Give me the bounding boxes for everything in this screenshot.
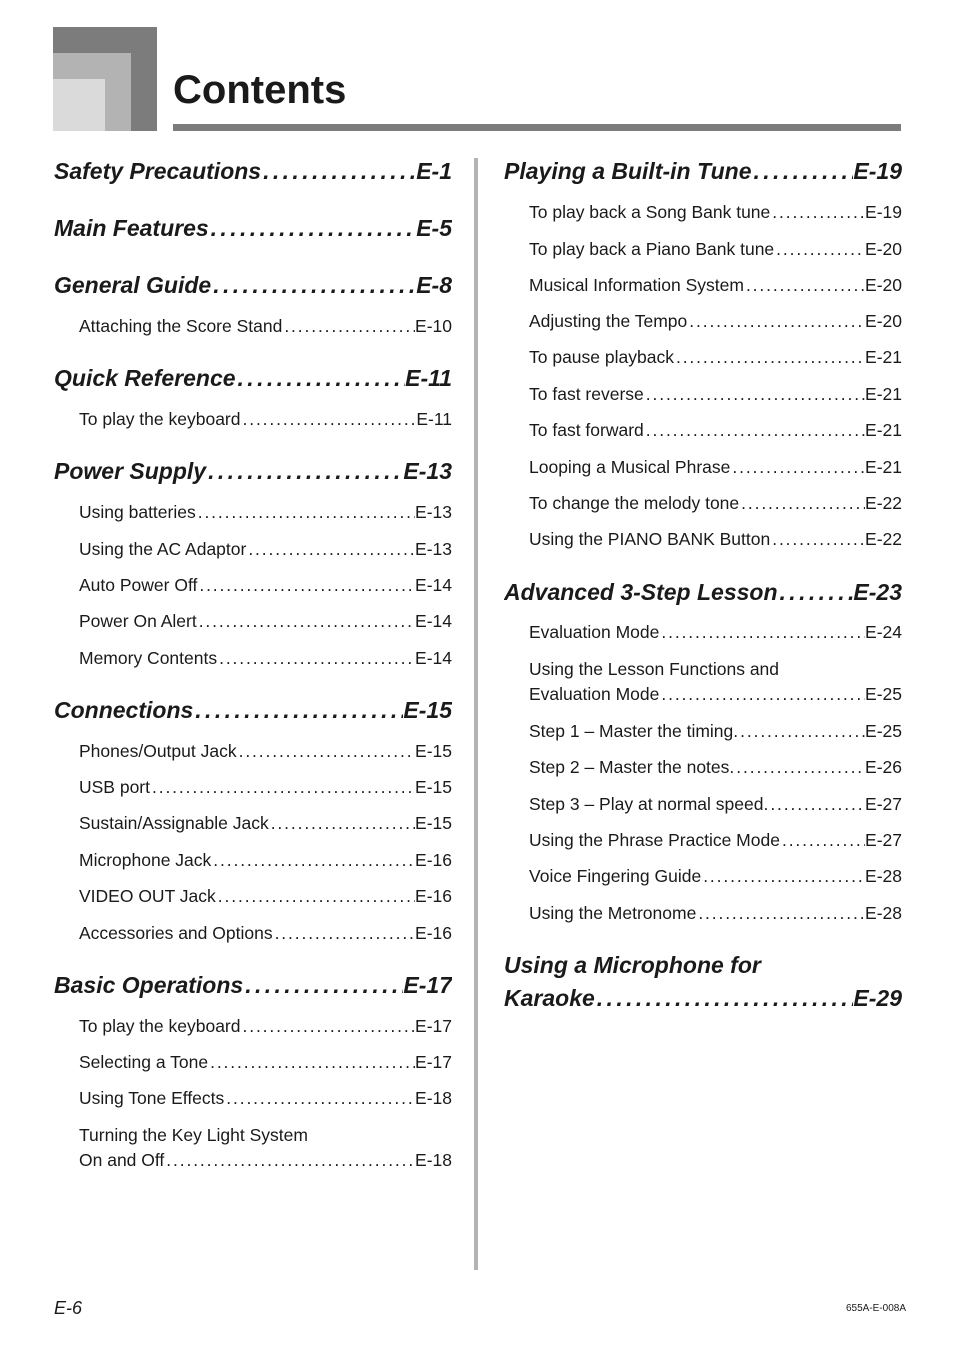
- leader-dots: [164, 1148, 415, 1172]
- toc-page-number: E-23: [853, 579, 902, 605]
- toc-page-number: E-5: [416, 215, 452, 241]
- toc-page-number: E-24: [865, 622, 902, 642]
- toc-entry-label: Microphone Jack: [79, 850, 212, 870]
- toc-entry-label: To fast reverse: [529, 384, 644, 404]
- leader-dots: [770, 527, 865, 551]
- toc-page-number: E-19: [853, 158, 902, 184]
- toc-page-number: E-21: [865, 457, 902, 477]
- toc-entry-label: To play back a Song Bank tune: [529, 202, 771, 222]
- toc-page-number: E-16: [415, 850, 452, 870]
- toc-entry-lesson-functions[interactable]: [529, 682, 902, 706]
- toc-entry-label: Step 2 – Master the notes.: [529, 757, 735, 777]
- toc-entry-label: Using Tone Effects: [79, 1088, 225, 1108]
- toc-page-number: E-16: [415, 923, 452, 943]
- leader-dots: [217, 646, 415, 670]
- toc-page-number: E-19: [865, 202, 902, 222]
- toc-page-number: E-22: [865, 493, 902, 513]
- toc-entry-label: USB port: [79, 777, 150, 797]
- toc-entry-label: Selecting a Tone: [79, 1052, 209, 1072]
- toc-entry-fast-forward[interactable]: [529, 418, 902, 442]
- toc-page-number: E-18: [415, 1150, 452, 1170]
- toc-entry-accessories-options[interactable]: [79, 921, 452, 945]
- toc-entry-label: Safety Precautions: [54, 158, 262, 184]
- toc-entry-microphone-jack[interactable]: [79, 848, 452, 872]
- toc-entry-label: To play the keyboard: [79, 1016, 241, 1036]
- leader-dots: [768, 792, 865, 816]
- toc-entry-label: Playing a Built-in Tune: [504, 158, 752, 184]
- toc-entry-label: Quick Reference: [54, 365, 236, 391]
- leader-dots: [150, 775, 415, 799]
- toc-page-number: E-15: [415, 741, 452, 761]
- toc-entry-label: Step 1 – Master the timing.: [529, 721, 739, 741]
- leader-dots: [246, 537, 415, 561]
- toc-entry-label: Adjusting the Tempo: [529, 311, 688, 331]
- toc-entry-label: Basic Operations: [54, 972, 244, 998]
- toc-entry-song-bank[interactable]: [529, 200, 902, 224]
- leader-dots: [774, 237, 865, 261]
- toc-page-number: E-20: [865, 275, 902, 295]
- toc-entry-label: Power On Alert: [79, 611, 197, 631]
- toc-entry-sustain-jack[interactable]: [79, 811, 452, 835]
- toc-entry-label: Attaching the Score Stand: [79, 316, 283, 336]
- leader-dots: [241, 1014, 416, 1038]
- toc-entry-voice-fingering[interactable]: [529, 864, 902, 888]
- leader-dots: [224, 1086, 415, 1110]
- toc-page-number: E-14: [415, 575, 452, 595]
- toc-entry-label: Main Features: [54, 215, 209, 241]
- footer-page-number: E-6: [54, 1298, 83, 1318]
- toc-page-number: E-13: [415, 502, 452, 522]
- toc-entry-label: Auto Power Off: [79, 575, 198, 595]
- toc-entry-label: Looping a Musical Phrase: [529, 457, 731, 477]
- toc-section-playing-built-in-tune[interactable]: [504, 156, 902, 186]
- leader-dots: [197, 609, 415, 633]
- toc-entry-fast-reverse[interactable]: [529, 382, 902, 406]
- toc-entry-selecting-tone[interactable]: [79, 1050, 452, 1074]
- leader-dots: [208, 1050, 415, 1074]
- toc-page-number: E-22: [865, 529, 902, 549]
- toc-entry-key-light[interactable]: [79, 1148, 452, 1172]
- leader-dots: [282, 314, 415, 338]
- leader-dots: [674, 345, 865, 369]
- toc-page-number: E-14: [415, 648, 452, 668]
- toc-entry-label: To fast forward: [529, 420, 644, 440]
- toc-entry-using-batteries[interactable]: [79, 500, 452, 524]
- toc-entry-piano-bank[interactable]: [529, 237, 902, 261]
- toc-entry-label: Step 3 – Play at normal speed.: [529, 794, 769, 814]
- toc-entry-usb-port[interactable]: [79, 775, 452, 799]
- toc-entry-key-light-line1[interactable]: Turning the Key Light System: [79, 1125, 308, 1145]
- toc-entry-lesson-functions-line1[interactable]: Using the Lesson Functions and: [529, 659, 780, 679]
- toc-entry-label: Memory Contents: [79, 648, 218, 668]
- toc-page-number: E-25: [865, 684, 902, 704]
- leader-dots: [644, 382, 865, 406]
- toc-page-number: E-27: [865, 794, 902, 814]
- toc-page-number: E-1: [416, 158, 452, 184]
- toc-entry-evaluation-mode[interactable]: [529, 620, 902, 644]
- toc-section-advanced-lesson[interactable]: [504, 577, 902, 607]
- leader-dots: [701, 864, 865, 888]
- toc-entry-power-on-alert[interactable]: [79, 609, 452, 633]
- toc-entry-label: Karaoke: [504, 985, 595, 1011]
- leader-dots: [237, 739, 415, 763]
- toc-entry-label: To play the keyboard: [79, 409, 241, 429]
- toc-entry-label: Evaluation Mode: [529, 684, 660, 704]
- toc-entry-metronome[interactable]: [529, 901, 902, 925]
- toc-entry-step-3[interactable]: [529, 792, 902, 816]
- leader-dots: [236, 363, 406, 393]
- leader-dots: [216, 884, 415, 908]
- toc-page-number: E-11: [416, 409, 452, 429]
- toc-entry-label: Evaluation Mode: [529, 622, 660, 642]
- toc-entry-label: To play back a Piano Bank tune: [529, 239, 775, 259]
- toc-entry-label: Advanced 3-Step Lesson: [504, 579, 778, 605]
- leader-dots: [659, 620, 865, 644]
- leader-dots: [687, 309, 865, 333]
- leader-dots: [738, 719, 865, 743]
- toc-entry-memory-contents[interactable]: [79, 646, 452, 670]
- toc-entry-label: Using the AC Adaptor: [79, 539, 247, 559]
- leader-dots: [269, 811, 415, 835]
- leader-dots: [206, 456, 403, 486]
- toc-entry-play-keyboard-2[interactable]: [79, 1014, 452, 1038]
- toc-page-number: E-28: [865, 903, 902, 923]
- leader-dots: [780, 828, 865, 852]
- toc-entry-label: Using the Metronome: [529, 903, 697, 923]
- toc-entry-video-out-jack[interactable]: [79, 884, 452, 908]
- toc-entry-change-melody-tone[interactable]: [529, 491, 902, 515]
- toc-page-number: E-11: [405, 365, 452, 391]
- page-title: Contents: [173, 68, 347, 112]
- leader-dots: [196, 500, 415, 524]
- toc-entry-phrase-practice[interactable]: [529, 828, 902, 852]
- title-rule: [173, 124, 901, 131]
- toc-entry-auto-power-off[interactable]: [79, 573, 452, 597]
- toc-section-microphone-karaoke[interactable]: [504, 983, 902, 1013]
- leader-dots: [734, 755, 865, 779]
- toc-section-quick-reference[interactable]: [54, 363, 452, 393]
- leader-dots: [211, 270, 416, 300]
- leader-dots: [739, 491, 865, 515]
- leader-dots: [209, 213, 417, 243]
- footer-document-code: 655A-E-008A: [846, 1303, 907, 1314]
- leader-dots: [770, 200, 865, 224]
- toc-entry-attaching-score-stand[interactable]: [79, 314, 452, 338]
- leader-dots: [595, 983, 854, 1013]
- toc-page-number: E-20: [865, 311, 902, 331]
- leader-dots: [730, 455, 865, 479]
- toc-entry-phones-output-jack[interactable]: [79, 739, 452, 763]
- leader-dots: [211, 848, 415, 872]
- leader-dots: [644, 418, 865, 442]
- toc-entry-label: Phones/Output Jack: [79, 741, 237, 761]
- toc-page-number: E-25: [865, 721, 902, 741]
- toc-page-number: E-21: [865, 347, 902, 367]
- toc-page-number: E-16: [415, 886, 452, 906]
- toc-page-number: E-13: [403, 458, 452, 484]
- leader-dots: [243, 970, 403, 1000]
- toc-page-number: E-21: [865, 384, 902, 404]
- toc-entry-tone-effects[interactable]: [79, 1086, 452, 1110]
- toc-entry-pause-playback[interactable]: [529, 345, 902, 369]
- leader-dots: [193, 695, 403, 725]
- toc-section-power-supply[interactable]: [54, 456, 452, 486]
- toc-entry-looping-phrase[interactable]: [529, 455, 902, 479]
- toc-page-number: E-15: [403, 697, 452, 723]
- header-square-light: [53, 79, 105, 131]
- toc-section-safety-precautions[interactable]: [54, 156, 452, 186]
- toc-page-number: E-18: [415, 1088, 452, 1108]
- toc-page-number: E-17: [403, 972, 452, 998]
- toc-entry-step-2[interactable]: [529, 755, 902, 779]
- toc-page-number: E-29: [853, 985, 902, 1011]
- toc-page-number: E-27: [865, 830, 902, 850]
- toc-entry-label: Using batteries: [79, 502, 196, 522]
- toc-page-number: E-21: [865, 420, 902, 440]
- toc-page-number: E-28: [865, 866, 902, 886]
- toc-section-main-features[interactable]: [54, 213, 452, 243]
- toc-entry-musical-info-system[interactable]: [529, 273, 902, 297]
- toc-section-general-guide[interactable]: [54, 270, 452, 300]
- toc-page-number: E-26: [865, 757, 902, 777]
- toc-page-number: E-20: [865, 239, 902, 259]
- toc-page-number: E-17: [415, 1016, 452, 1036]
- toc-entry-adjusting-tempo[interactable]: [529, 309, 902, 333]
- leader-dots: [778, 577, 854, 607]
- leader-dots: [273, 921, 415, 945]
- toc-section-microphone-line1[interactable]: Using a Microphone for: [504, 952, 761, 978]
- toc-page-number: E-13: [415, 539, 452, 559]
- toc-entry-label: To pause playback: [529, 347, 674, 367]
- toc-entry-label: Sustain/Assignable Jack: [79, 813, 269, 833]
- toc-entry-label: Accessories and Options: [79, 923, 273, 943]
- toc-entry-label: Voice Fingering Guide: [529, 866, 702, 886]
- toc-page-number: E-8: [416, 272, 452, 298]
- toc-entry-label: To change the melody tone: [529, 493, 740, 513]
- leader-dots: [744, 273, 865, 297]
- toc-entry-label: Using the PIANO BANK Button: [529, 529, 771, 549]
- toc-entry-step-1[interactable]: [529, 719, 902, 743]
- toc-section-basic-operations[interactable]: [54, 970, 452, 1000]
- toc-section-connections[interactable]: [54, 695, 452, 725]
- toc-page-number: E-15: [415, 777, 452, 797]
- toc-entry-label: On and Off: [79, 1150, 165, 1170]
- toc-entry-label: Connections: [54, 697, 194, 723]
- toc-entry-label: VIDEO OUT Jack: [79, 886, 216, 906]
- toc-page-number: E-14: [415, 611, 452, 631]
- toc-entry-label: Using the Phrase Practice Mode: [529, 830, 780, 850]
- leader-dots: [752, 156, 854, 186]
- toc-page-number: E-10: [415, 316, 452, 336]
- leader-dots: [197, 573, 415, 597]
- toc-entry-label: Musical Information System: [529, 275, 744, 295]
- toc-entry-label: General Guide: [54, 272, 212, 298]
- toc-entry-piano-bank-button[interactable]: [529, 527, 902, 551]
- toc-entry-label: Power Supply: [54, 458, 207, 484]
- leader-dots: [696, 901, 865, 925]
- leader-dots: [659, 682, 865, 706]
- column-divider: [474, 158, 478, 1270]
- leader-dots: [261, 156, 416, 186]
- leader-dots: [241, 407, 417, 431]
- toc-entry-play-keyboard[interactable]: [79, 407, 452, 431]
- toc-entry-ac-adaptor[interactable]: [79, 537, 452, 561]
- toc-page-number: E-17: [415, 1052, 452, 1072]
- toc-page-number: E-15: [415, 813, 452, 833]
